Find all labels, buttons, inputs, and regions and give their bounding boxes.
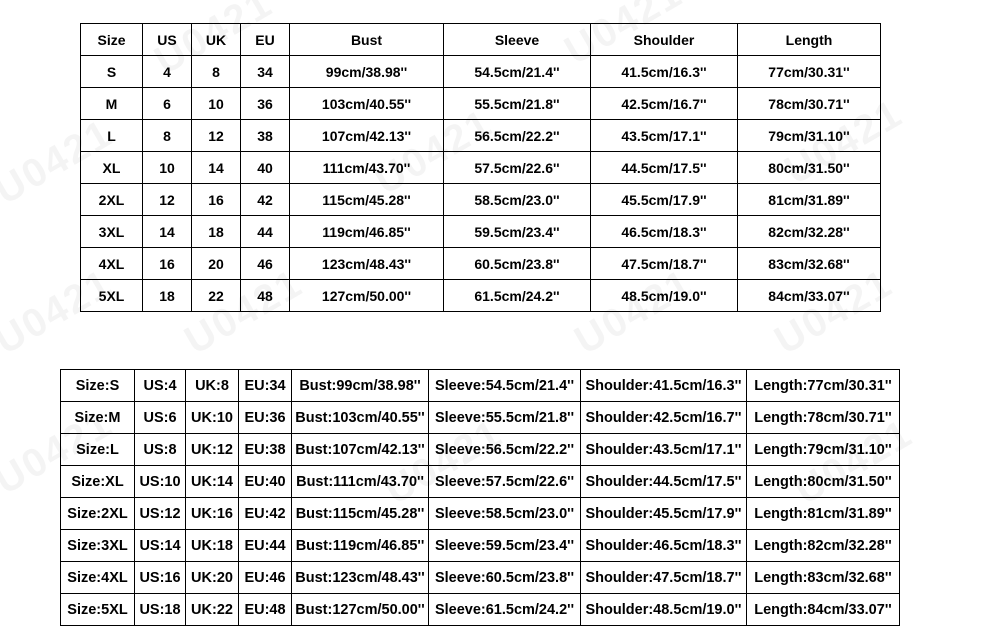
table-cell: Sleeve:57.5cm/22.6'' bbox=[429, 466, 581, 498]
table-cell: US:6 bbox=[135, 402, 186, 434]
table-cell: 14 bbox=[143, 216, 192, 248]
table-cell: EU:40 bbox=[239, 466, 292, 498]
table-cell: 46 bbox=[241, 248, 290, 280]
table-cell: Sleeve:56.5cm/22.2'' bbox=[429, 434, 581, 466]
table-cell: UK:10 bbox=[186, 402, 239, 434]
table-cell: Bust:103cm/40.55'' bbox=[292, 402, 429, 434]
table-cell: 34 bbox=[241, 56, 290, 88]
table-cell: 2XL bbox=[81, 184, 143, 216]
table-cell: Length:78cm/30.71'' bbox=[747, 402, 900, 434]
table-cell: Size:2XL bbox=[61, 498, 135, 530]
table-cell: Sleeve:60.5cm/23.8'' bbox=[429, 562, 581, 594]
table-cell: Bust:115cm/45.28'' bbox=[292, 498, 429, 530]
table-cell: 14 bbox=[192, 152, 241, 184]
table-cell: Sleeve:61.5cm/24.2'' bbox=[429, 594, 581, 626]
table-row bbox=[61, 402, 900, 434]
table-cell: US:18 bbox=[135, 594, 186, 626]
table-cell: 111cm/43.70'' bbox=[290, 152, 444, 184]
table-header-cell: UK bbox=[192, 24, 241, 56]
table-cell: Bust:99cm/38.98'' bbox=[292, 370, 429, 402]
table-cell: Length:80cm/31.50'' bbox=[747, 466, 900, 498]
table-cell: 81cm/31.89'' bbox=[738, 184, 881, 216]
table-cell: M bbox=[81, 88, 143, 120]
table-cell: US:14 bbox=[135, 530, 186, 562]
table-cell: 115cm/45.28'' bbox=[290, 184, 444, 216]
table-cell: 58.5cm/23.0'' bbox=[444, 184, 591, 216]
table-row bbox=[81, 152, 881, 184]
table-cell: EU:46 bbox=[239, 562, 292, 594]
table-cell: US:12 bbox=[135, 498, 186, 530]
table-cell: 103cm/40.55'' bbox=[290, 88, 444, 120]
table-row bbox=[81, 120, 881, 152]
table-cell: 18 bbox=[143, 280, 192, 312]
table-cell: UK:22 bbox=[186, 594, 239, 626]
table-header-row bbox=[81, 24, 881, 56]
table-cell: 61.5cm/24.2'' bbox=[444, 280, 591, 312]
table-cell: UK:20 bbox=[186, 562, 239, 594]
table-cell: 48 bbox=[241, 280, 290, 312]
table-cell: 79cm/31.10'' bbox=[738, 120, 881, 152]
table-row bbox=[61, 562, 900, 594]
table-cell: Sleeve:54.5cm/21.4'' bbox=[429, 370, 581, 402]
table-row bbox=[61, 434, 900, 466]
table-row bbox=[61, 594, 900, 626]
table-cell: UK:16 bbox=[186, 498, 239, 530]
table-header-cell: US bbox=[143, 24, 192, 56]
table-cell: Shoulder:45.5cm/17.9'' bbox=[581, 498, 747, 530]
table-header-cell: Size bbox=[81, 24, 143, 56]
table-cell: Length:82cm/32.28'' bbox=[747, 530, 900, 562]
table-cell: 77cm/30.31'' bbox=[738, 56, 881, 88]
table-cell: 16 bbox=[143, 248, 192, 280]
table-header-cell: Sleeve bbox=[444, 24, 591, 56]
table-cell: 12 bbox=[192, 120, 241, 152]
table-cell: 80cm/31.50'' bbox=[738, 152, 881, 184]
table-cell: Length:81cm/31.89'' bbox=[747, 498, 900, 530]
table-cell: Length:84cm/33.07'' bbox=[747, 594, 900, 626]
table-cell: 6 bbox=[143, 88, 192, 120]
table-cell: 55.5cm/21.8'' bbox=[444, 88, 591, 120]
table-cell: UK:8 bbox=[186, 370, 239, 402]
table-cell: Size:3XL bbox=[61, 530, 135, 562]
table-cell: 84cm/33.07'' bbox=[738, 280, 881, 312]
table-cell: EU:36 bbox=[239, 402, 292, 434]
table-cell: 16 bbox=[192, 184, 241, 216]
table-cell: Bust:119cm/46.85'' bbox=[292, 530, 429, 562]
table-cell: 123cm/48.43'' bbox=[290, 248, 444, 280]
table-cell: US:4 bbox=[135, 370, 186, 402]
table-cell: 44.5cm/17.5'' bbox=[591, 152, 738, 184]
table-row bbox=[61, 466, 900, 498]
table-cell: 47.5cm/18.7'' bbox=[591, 248, 738, 280]
table-cell: 4XL bbox=[81, 248, 143, 280]
table-cell: 107cm/42.13'' bbox=[290, 120, 444, 152]
table-cell: Shoulder:47.5cm/18.7'' bbox=[581, 562, 747, 594]
table-cell: 12 bbox=[143, 184, 192, 216]
table-cell: Shoulder:43.5cm/17.1'' bbox=[581, 434, 747, 466]
table-cell: 127cm/50.00'' bbox=[290, 280, 444, 312]
table-cell: 44 bbox=[241, 216, 290, 248]
table-cell: Size:5XL bbox=[61, 594, 135, 626]
table-cell: XL bbox=[81, 152, 143, 184]
table-cell: US:8 bbox=[135, 434, 186, 466]
size-chart-table-labeled bbox=[60, 369, 900, 626]
table-cell: 8 bbox=[192, 56, 241, 88]
table-cell: Sleeve:55.5cm/21.8'' bbox=[429, 402, 581, 434]
table-row bbox=[61, 498, 900, 530]
table-header-cell: Bust bbox=[290, 24, 444, 56]
table-cell: Bust:127cm/50.00'' bbox=[292, 594, 429, 626]
table-cell: 43.5cm/17.1'' bbox=[591, 120, 738, 152]
table-row bbox=[81, 248, 881, 280]
table-row bbox=[81, 216, 881, 248]
table-cell: Shoulder:44.5cm/17.5'' bbox=[581, 466, 747, 498]
table-header-cell: Length bbox=[738, 24, 881, 56]
table-cell: S bbox=[81, 56, 143, 88]
table-cell: Size:XL bbox=[61, 466, 135, 498]
table-cell: 78cm/30.71'' bbox=[738, 88, 881, 120]
table-cell: Length:77cm/30.31'' bbox=[747, 370, 900, 402]
table-cell: US:10 bbox=[135, 466, 186, 498]
table-cell: 82cm/32.28'' bbox=[738, 216, 881, 248]
table-cell: Shoulder:46.5cm/18.3'' bbox=[581, 530, 747, 562]
table-cell: 54.5cm/21.4'' bbox=[444, 56, 591, 88]
table-cell: Size:S bbox=[61, 370, 135, 402]
table-cell: Size:L bbox=[61, 434, 135, 466]
table-cell: 56.5cm/22.2'' bbox=[444, 120, 591, 152]
table-cell: 42 bbox=[241, 184, 290, 216]
table-cell: Shoulder:41.5cm/16.3'' bbox=[581, 370, 747, 402]
table-cell: Shoulder:42.5cm/16.7'' bbox=[581, 402, 747, 434]
table-cell: 99cm/38.98'' bbox=[290, 56, 444, 88]
table-cell: Size:4XL bbox=[61, 562, 135, 594]
table-cell: US:16 bbox=[135, 562, 186, 594]
table-cell: 59.5cm/23.4'' bbox=[444, 216, 591, 248]
table-row bbox=[81, 56, 881, 88]
table-cell: Shoulder:48.5cm/19.0'' bbox=[581, 594, 747, 626]
table-cell: Length:83cm/32.68'' bbox=[747, 562, 900, 594]
table-cell: UK:12 bbox=[186, 434, 239, 466]
table-cell: Bust:111cm/43.70'' bbox=[292, 466, 429, 498]
table-cell: EU:38 bbox=[239, 434, 292, 466]
table-cell: 20 bbox=[192, 248, 241, 280]
table-cell: EU:44 bbox=[239, 530, 292, 562]
table-cell: 3XL bbox=[81, 216, 143, 248]
table-cell: 10 bbox=[192, 88, 241, 120]
table-cell: 38 bbox=[241, 120, 290, 152]
table-header-cell: Shoulder bbox=[591, 24, 738, 56]
table-cell: EU:48 bbox=[239, 594, 292, 626]
table-cell: Size:M bbox=[61, 402, 135, 434]
table-cell: Sleeve:59.5cm/23.4'' bbox=[429, 530, 581, 562]
table-cell: 8 bbox=[143, 120, 192, 152]
table-cell: EU:34 bbox=[239, 370, 292, 402]
table-row bbox=[81, 184, 881, 216]
table-cell: 41.5cm/16.3'' bbox=[591, 56, 738, 88]
table-cell: 10 bbox=[143, 152, 192, 184]
table-cell: 48.5cm/19.0'' bbox=[591, 280, 738, 312]
table-cell: 22 bbox=[192, 280, 241, 312]
table-cell: 45.5cm/17.9'' bbox=[591, 184, 738, 216]
table-row bbox=[81, 88, 881, 120]
table-cell: Bust:123cm/48.43'' bbox=[292, 562, 429, 594]
table-cell: 119cm/46.85'' bbox=[290, 216, 444, 248]
table-cell: 60.5cm/23.8'' bbox=[444, 248, 591, 280]
table-cell: 40 bbox=[241, 152, 290, 184]
table-row bbox=[61, 370, 900, 402]
table-cell: 46.5cm/18.3'' bbox=[591, 216, 738, 248]
size-chart-table-columns bbox=[80, 23, 881, 312]
table-cell: UK:14 bbox=[186, 466, 239, 498]
table-row bbox=[81, 280, 881, 312]
table-cell: L bbox=[81, 120, 143, 152]
table-cell: 18 bbox=[192, 216, 241, 248]
table-cell: Bust:107cm/42.13'' bbox=[292, 434, 429, 466]
table-cell: EU:42 bbox=[239, 498, 292, 530]
table-cell: UK:18 bbox=[186, 530, 239, 562]
table-cell: Length:79cm/31.10'' bbox=[747, 434, 900, 466]
table-cell: 5XL bbox=[81, 280, 143, 312]
table-cell: 83cm/32.68'' bbox=[738, 248, 881, 280]
table-cell: 4 bbox=[143, 56, 192, 88]
table-cell: 57.5cm/22.6'' bbox=[444, 152, 591, 184]
table-cell: 42.5cm/16.7'' bbox=[591, 88, 738, 120]
table-cell: Sleeve:58.5cm/23.0'' bbox=[429, 498, 581, 530]
table-header-cell: EU bbox=[241, 24, 290, 56]
table-row bbox=[61, 530, 900, 562]
table-cell: 36 bbox=[241, 88, 290, 120]
